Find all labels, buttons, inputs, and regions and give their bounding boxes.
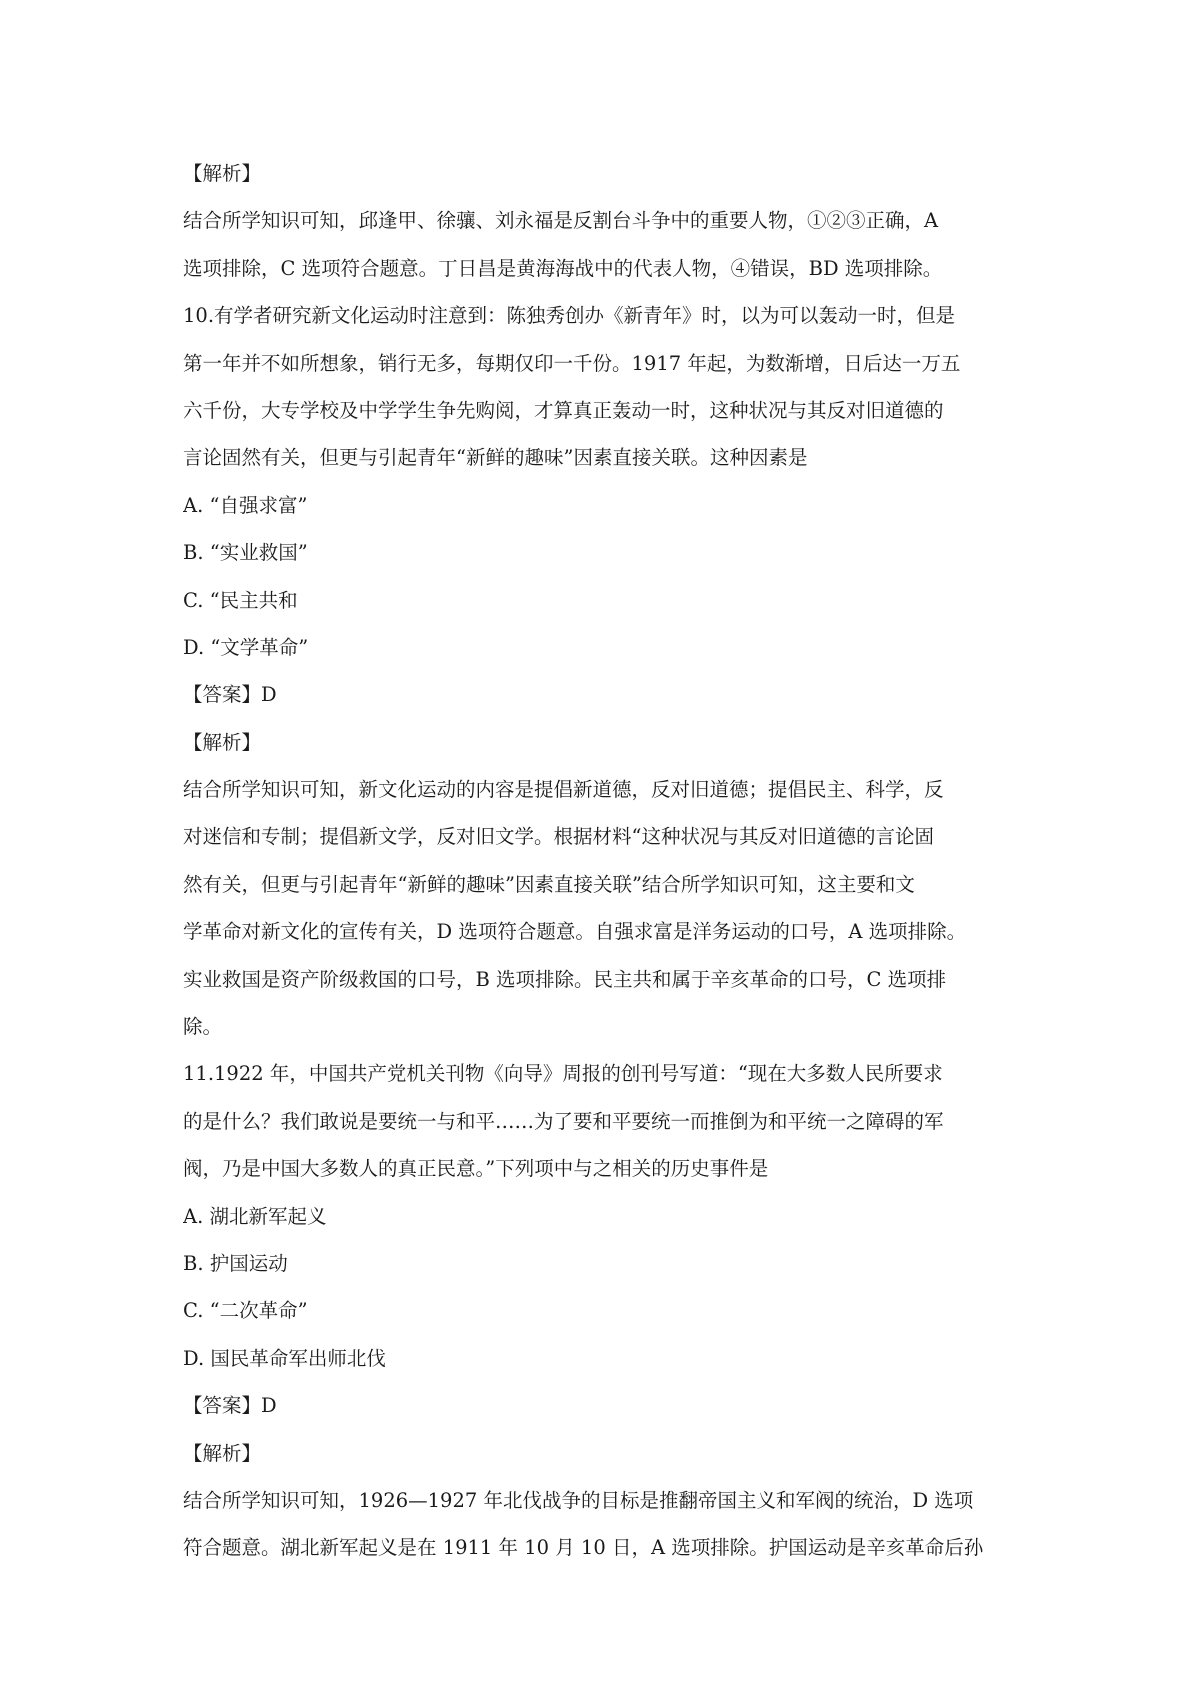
analysis-heading: 【解析】 [183,162,262,185]
question-10-stem: 第一年并不如所想象，销行无多，每期仅印一千份。1917 年起，为数渐增，日后达一万五 [183,351,961,375]
analysis-text: 符合题意。湖北新军起义是在 1911 年 10 月 10 日，A 选项排除。护国运动是辛亥革命后孙 [183,1536,984,1560]
question-11-stem: 阀，乃是中国大多数人的真正民意。”下列项中与之相关的历史事件是 [183,1157,769,1181]
option-d: D. 国民革命军出师北伐 [183,1346,386,1370]
option-a: A. 湖北新军起义 [183,1204,327,1228]
analysis-text: 选项排除，C 选项符合题意。丁日昌是黄海海战中的代表人物，④错误，BD 选项排除。 [183,256,943,280]
option-d: D. “文学革命” [183,635,309,659]
question-10-stem: 言论固然有关，但更与引起青年“新鲜的趣味”因素直接关联。这种因素是 [183,446,808,470]
analysis-text: 实业救国是资产阶级救国的口号，B 选项排除。民主共和属于辛亥革命的口号，C 选项排 [183,967,947,991]
option-c: C. “民主共和 [183,588,298,612]
option-b: B. “实业救国” [183,541,308,565]
analysis-heading: 【解析】 [183,1441,262,1465]
question-10-stem: 10.有学者研究新文化运动时注意到：陈独秀创办《新青年》时，以为可以轰动一时，但是 [183,304,956,328]
question-11-stem: 的是什么？我们敢说是要统一与和平……为了要和平要统一而推倒为和平统一之障碍的军 [183,1109,944,1133]
analysis-text: 结合所学知识可知，邱逢甲、徐骧、刘永福是反割台斗争中的重要人物，①②③正确，A [183,209,939,233]
analysis-text: 结合所学知识可知，1926—1927 年北伐战争的目标是推翻帝国主义和军阀的统治，D 选项 [183,1488,974,1512]
analysis-heading: 【解析】 [183,730,262,754]
answer: 【答案】D [183,683,277,707]
option-b: B. 护国运动 [183,1251,288,1275]
analysis-text: 除。 [183,1015,223,1039]
option-a: A. “自强求富” [183,493,308,517]
analysis-text: 学革命对新文化的宣传有关，D 选项符合题意。自强求富是洋务运动的口号，A 选项排除。 [183,920,967,944]
option-c: C. “二次革命” [183,1299,308,1323]
answer: 【答案】D [183,1394,277,1418]
question-10-stem: 六千份，大专学校及中学学生争先购阅，才算真正轰动一时，这种状况与其反对旧道德的 [183,398,944,422]
analysis-text: 然有关，但更与引起青年“新鲜的趣味”因素直接关联”结合所学知识可知，这主要和文 [183,872,915,896]
document-body [183,150,1023,1572]
analysis-text: 对迷信和专制；提倡新文学，反对旧文学。根据材料“这种状况与其反对旧道德的言论固 [183,825,934,849]
analysis-text: 结合所学知识可知，新文化运动的内容是提倡新道德，反对旧道德；提倡民主、科学，反 [183,778,944,802]
question-11-stem: 11.1922 年，中国共产党机关刊物《向导》周报的创刊号写道：“现在大多数人民所要求 [183,1062,943,1086]
